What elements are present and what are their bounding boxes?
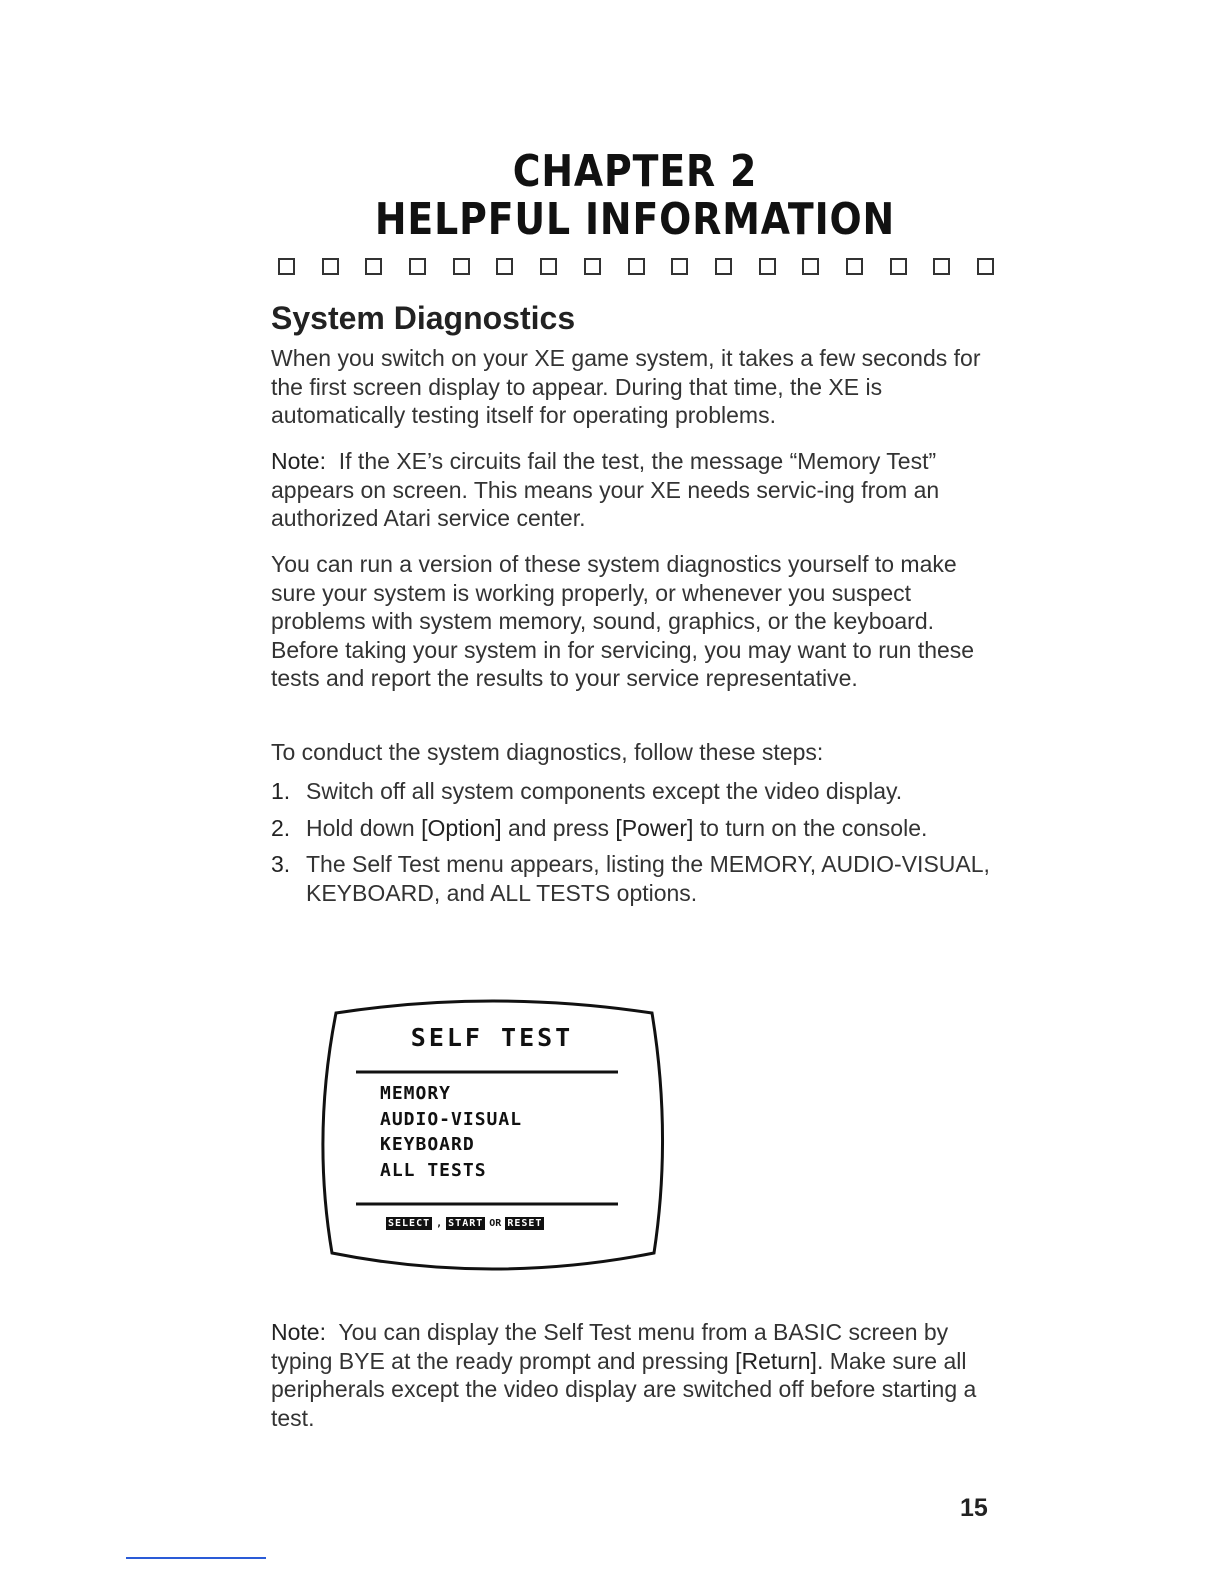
square-icon xyxy=(890,258,907,275)
note-label: Note: xyxy=(271,1319,326,1345)
menu-item-audio-visual: AUDIO-VISUAL xyxy=(380,1108,523,1130)
square-icon xyxy=(278,258,295,275)
square-icon xyxy=(715,258,732,275)
note-paragraph xyxy=(271,447,1001,533)
step-number: 1. xyxy=(271,778,291,804)
steps-list xyxy=(271,777,1001,907)
square-icon xyxy=(365,258,382,275)
reset-key-label: RESET xyxy=(507,1218,543,1229)
square-icon xyxy=(496,258,513,275)
section-title: System Diagnostics xyxy=(271,300,576,336)
step-number: 2. xyxy=(271,814,291,841)
footer-or: OR xyxy=(489,1218,502,1229)
note2-paragraph xyxy=(271,1318,1001,1432)
step-text: The Self Test menu appears, listing the MEMORY, AUDIO-VISUAL, KEYBOARD, and ALL TESTS options. xyxy=(306,851,990,906)
step-text: Switch off all system components except the video display. xyxy=(306,778,903,804)
square-icon xyxy=(453,258,470,275)
option-key: [Option] xyxy=(421,814,502,841)
menu-item-memory: MEMORY xyxy=(380,1083,452,1104)
decorative-box-row xyxy=(278,258,994,275)
note-text: If the XE’s circuits fail the test, the message “Memory Test” appears on screen. This means your XE needs servic-ing from an authorized Atari service center. xyxy=(271,448,940,531)
return-key: [Return] xyxy=(735,1347,817,1374)
self-test-screen-illustration xyxy=(312,995,672,1280)
square-icon xyxy=(977,258,994,275)
square-icon xyxy=(671,258,688,275)
menu-item-keyboard: KEYBOARD xyxy=(380,1134,475,1155)
step-number: 3. xyxy=(271,851,291,877)
square-icon xyxy=(540,258,557,275)
square-icon xyxy=(584,258,601,275)
steps-intro: To conduct the system diagnostics, follow these steps: xyxy=(271,739,824,765)
footer-comma: , xyxy=(436,1218,443,1229)
start-key-label: START xyxy=(448,1218,484,1229)
screen-menu xyxy=(380,1081,522,1183)
chapter-title: HELPFUL INFORMATION xyxy=(374,194,896,245)
list-item xyxy=(271,777,1001,806)
page-number: 15 xyxy=(960,1494,988,1522)
select-key-label: SELECT xyxy=(388,1218,431,1229)
square-icon xyxy=(759,258,776,275)
diagnostics-paragraph: You can run a version of these system diagnostics yourself to make sure your system is working properly, or whenever you suspect problems with system memory, sound, graphics, or the keyboard. Before taking your system in for servicing, you may want to run these tests and report the results to your service representative. xyxy=(271,551,975,691)
step-text-pre: Hold down xyxy=(306,814,422,841)
square-icon xyxy=(846,258,863,275)
screen-title: SELF TEST xyxy=(410,1023,574,1052)
square-icon xyxy=(802,258,819,275)
list-item xyxy=(271,850,1001,907)
menu-item-all-tests: ALL TESTS xyxy=(380,1159,487,1181)
screen-footer xyxy=(386,1217,544,1230)
list-item xyxy=(271,814,1001,843)
note-text-post: . Make sure all peripherals except the video display are switched off before starting a test. xyxy=(271,1347,977,1431)
bottom-rule xyxy=(126,1557,266,1559)
chapter-number: CHAPTER 2 xyxy=(512,146,758,197)
square-icon xyxy=(322,258,339,275)
square-icon xyxy=(409,258,426,275)
step-text-mid: and press xyxy=(501,814,616,841)
power-key: [Power] xyxy=(615,814,694,841)
note-label: Note: xyxy=(271,448,326,474)
note-text-pre: You can display the Self Test menu from a BASIC screen by typing BYE at the ready prompt and pressing xyxy=(271,1319,949,1374)
intro-paragraph: When you switch on your XE game system, it takes a few seconds for the first screen display to appear. During that time, the XE is automatically testing itself for operating problems. xyxy=(271,345,981,428)
chapter-heading xyxy=(321,148,949,244)
step-text-post: to turn on the console. xyxy=(693,814,928,841)
square-icon xyxy=(628,258,645,275)
square-icon xyxy=(933,258,950,275)
